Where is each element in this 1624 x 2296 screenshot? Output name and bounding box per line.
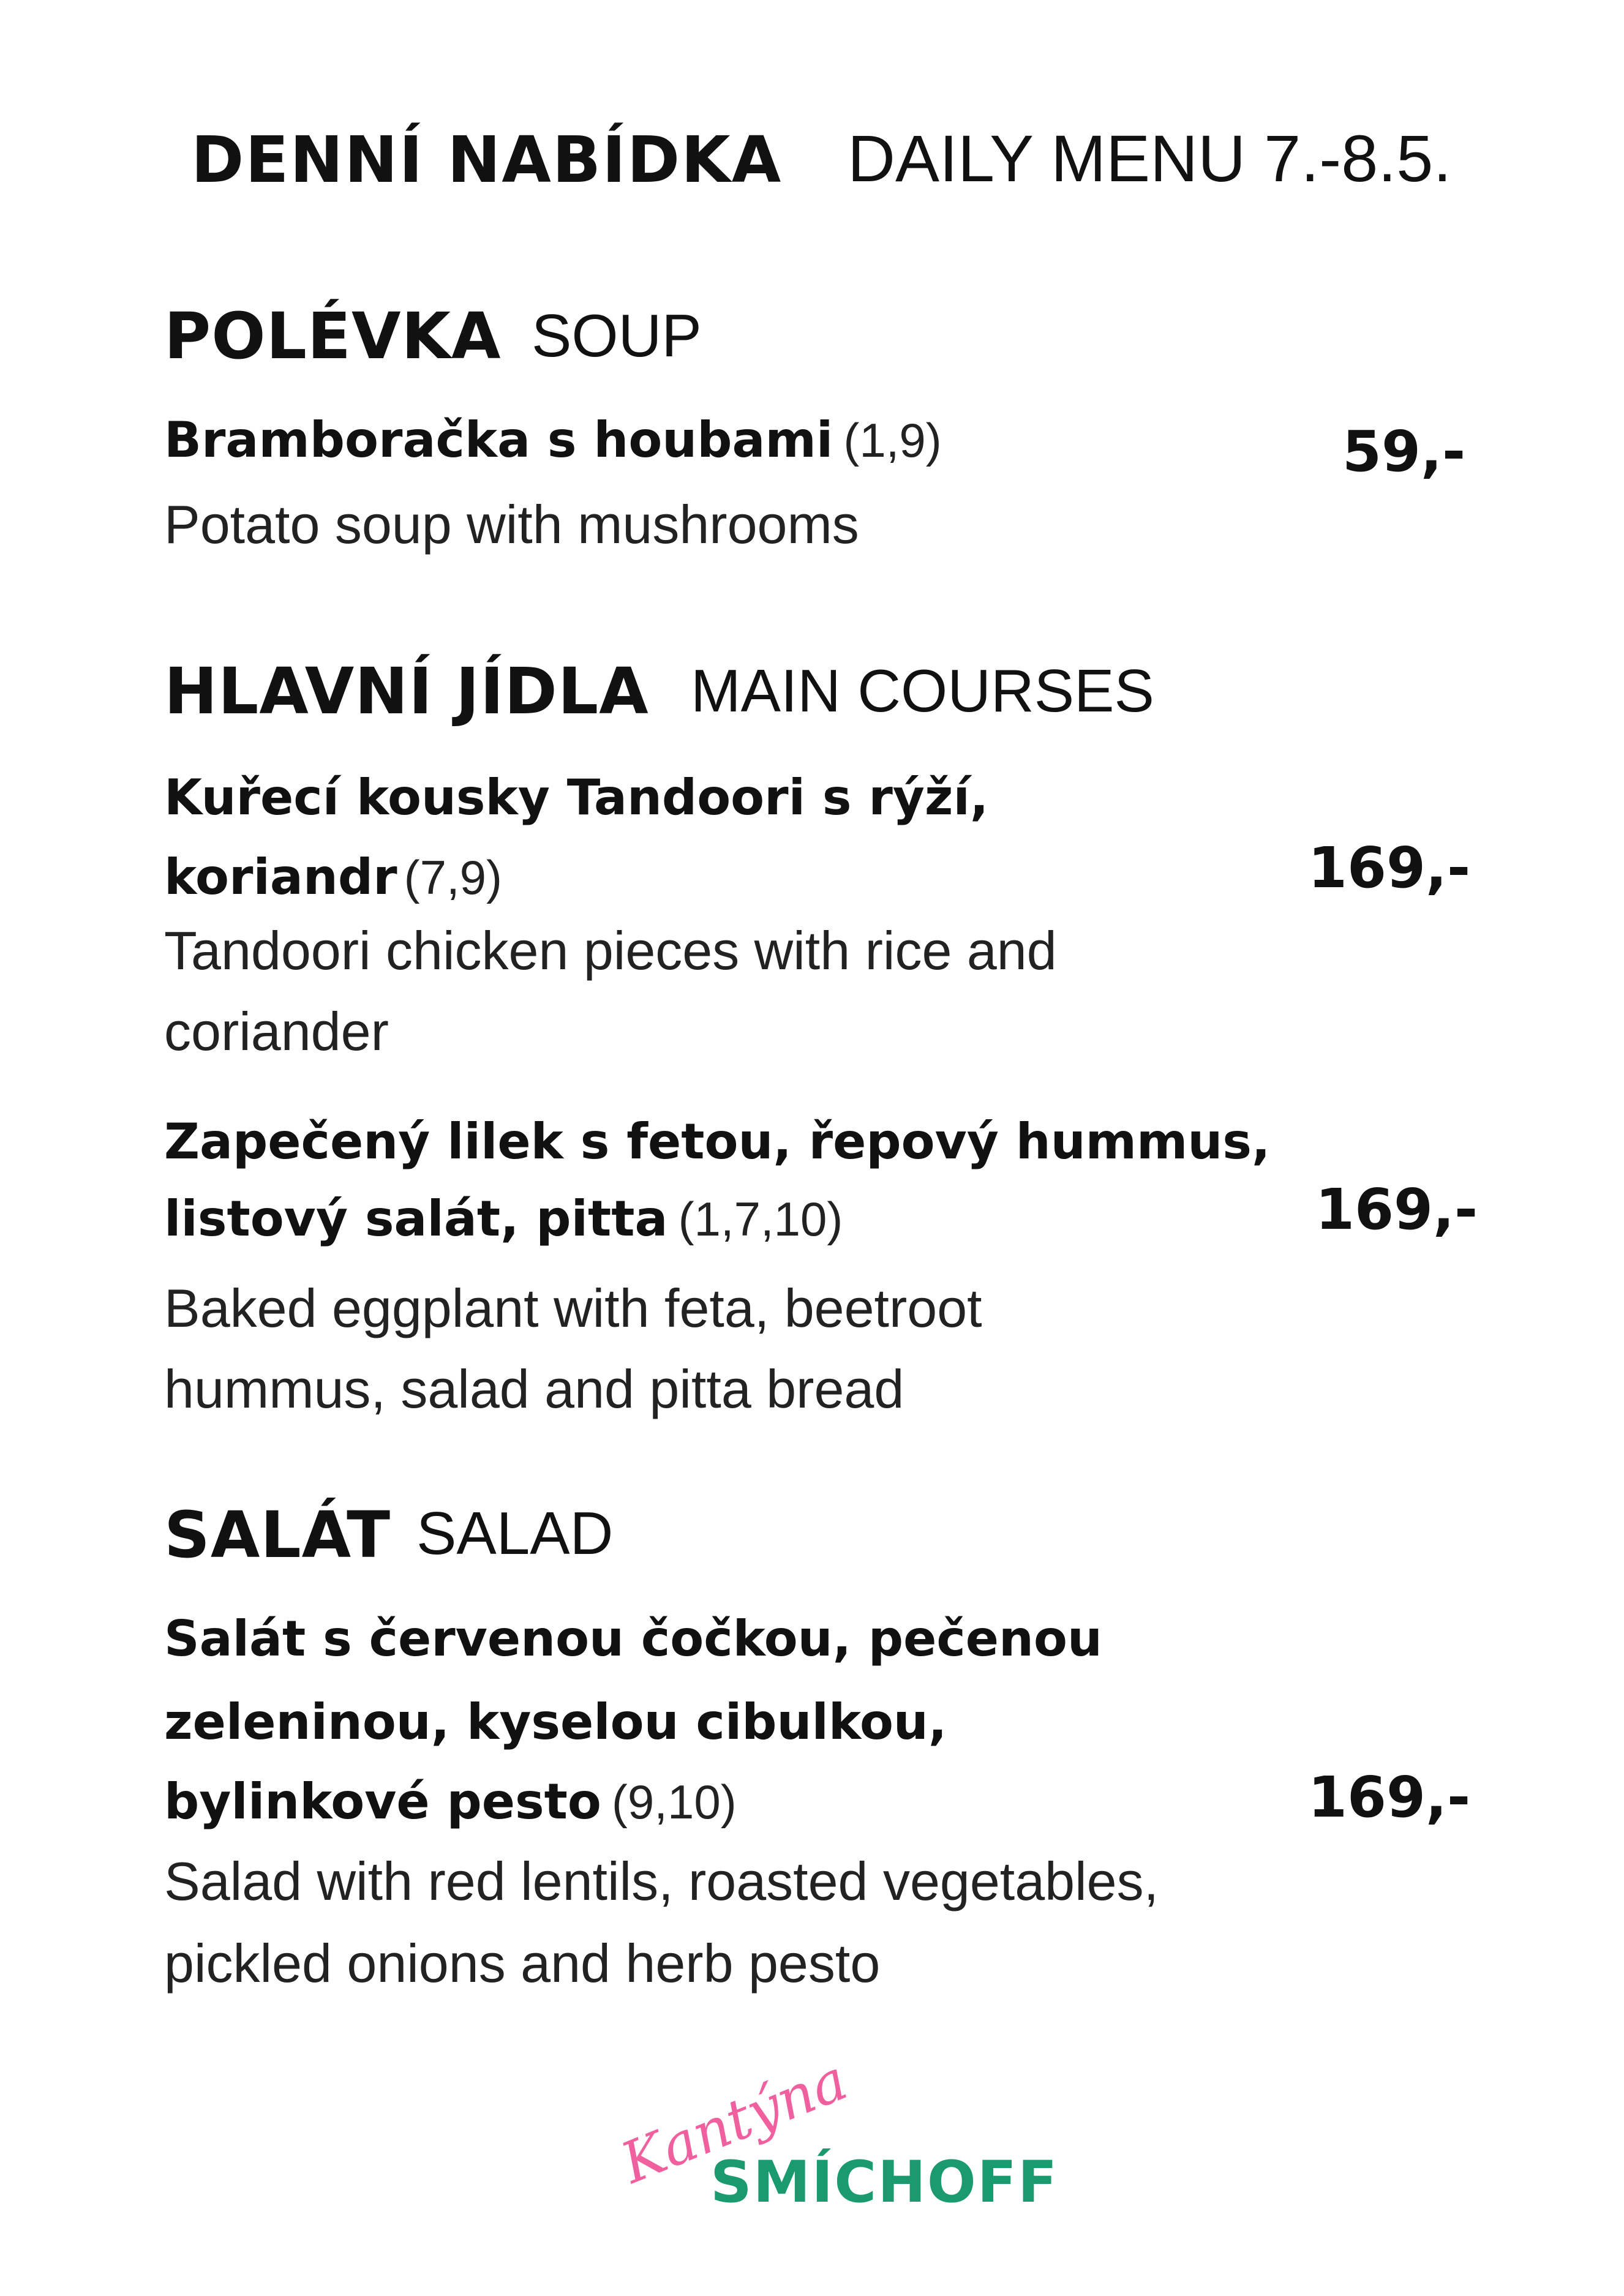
section-heading-salad-cz: SALÁT [164,1498,391,1572]
dish-allergens: (1,7,10) [678,1192,843,1246]
dish-name: listový salát, pitta [164,1190,668,1247]
logo-main-text: SMÍCHOFF [710,2149,1059,2216]
section-heading-main-en: MAIN COURSES [691,657,1154,724]
dish-price: 59,- [1342,419,1466,484]
dish-description: coriander [164,1001,389,1062]
menu-item-soup [164,411,942,468]
dish-name: Salát s červenou čočkou, pečenou [164,1610,1102,1667]
dish-allergens: (9,10) [611,1775,737,1829]
section-heading-main-cz: HLAVNÍ JÍDLA [164,654,649,729]
dish-name-line-3 [164,1773,737,1830]
dish-price: 169,- [1308,835,1471,901]
dish-name: koriandr [164,849,397,906]
menu-title-en: DAILY MENU 7.-8.5. [848,121,1452,195]
dish-name-line-2 [164,849,502,906]
dish-name: zeleninou, kyselou cibulkou, [164,1694,947,1750]
dish-allergens: (7,9) [404,850,503,904]
dish-name-line-2 [164,1190,843,1247]
dish-price: 169,- [1315,1177,1478,1242]
section-heading-soup-en: SOUP [532,302,702,369]
dish-name: Zapečený lilek s fetou, řepový hummus, [164,1113,1271,1170]
dish-price: 169,- [1308,1765,1471,1830]
logo [612,2047,1059,2229]
dish-description: Potato soup with mushrooms [164,494,859,555]
dish-description: pickled onions and herb pesto [164,1933,881,1994]
dish-allergens: (1,9) [843,413,942,467]
dish-name: bylinkové pesto [164,1773,601,1830]
menu-title-cz: DENNÍ NABÍDKA [191,122,783,197]
dish-description: hummus, salad and pitta bread [164,1359,904,1419]
dish-description: Salad with red lentils, roasted vegetables, [164,1851,1159,1911]
dish-name: Kuřecí kousky Tandoori s rýží, [164,769,989,826]
dish-description: Tandoori chicken pieces with rice and [164,920,1057,981]
dish-description: Baked eggplant with feta, beetroot [164,1278,982,1338]
section-heading-salad-en: SALAD [416,1499,614,1567]
dish-name: Bramboračka s houbami [164,411,833,468]
logo-script-text: Kantýna [612,2047,856,2196]
section-heading-soup-cz: POLÉVKA [164,299,502,373]
